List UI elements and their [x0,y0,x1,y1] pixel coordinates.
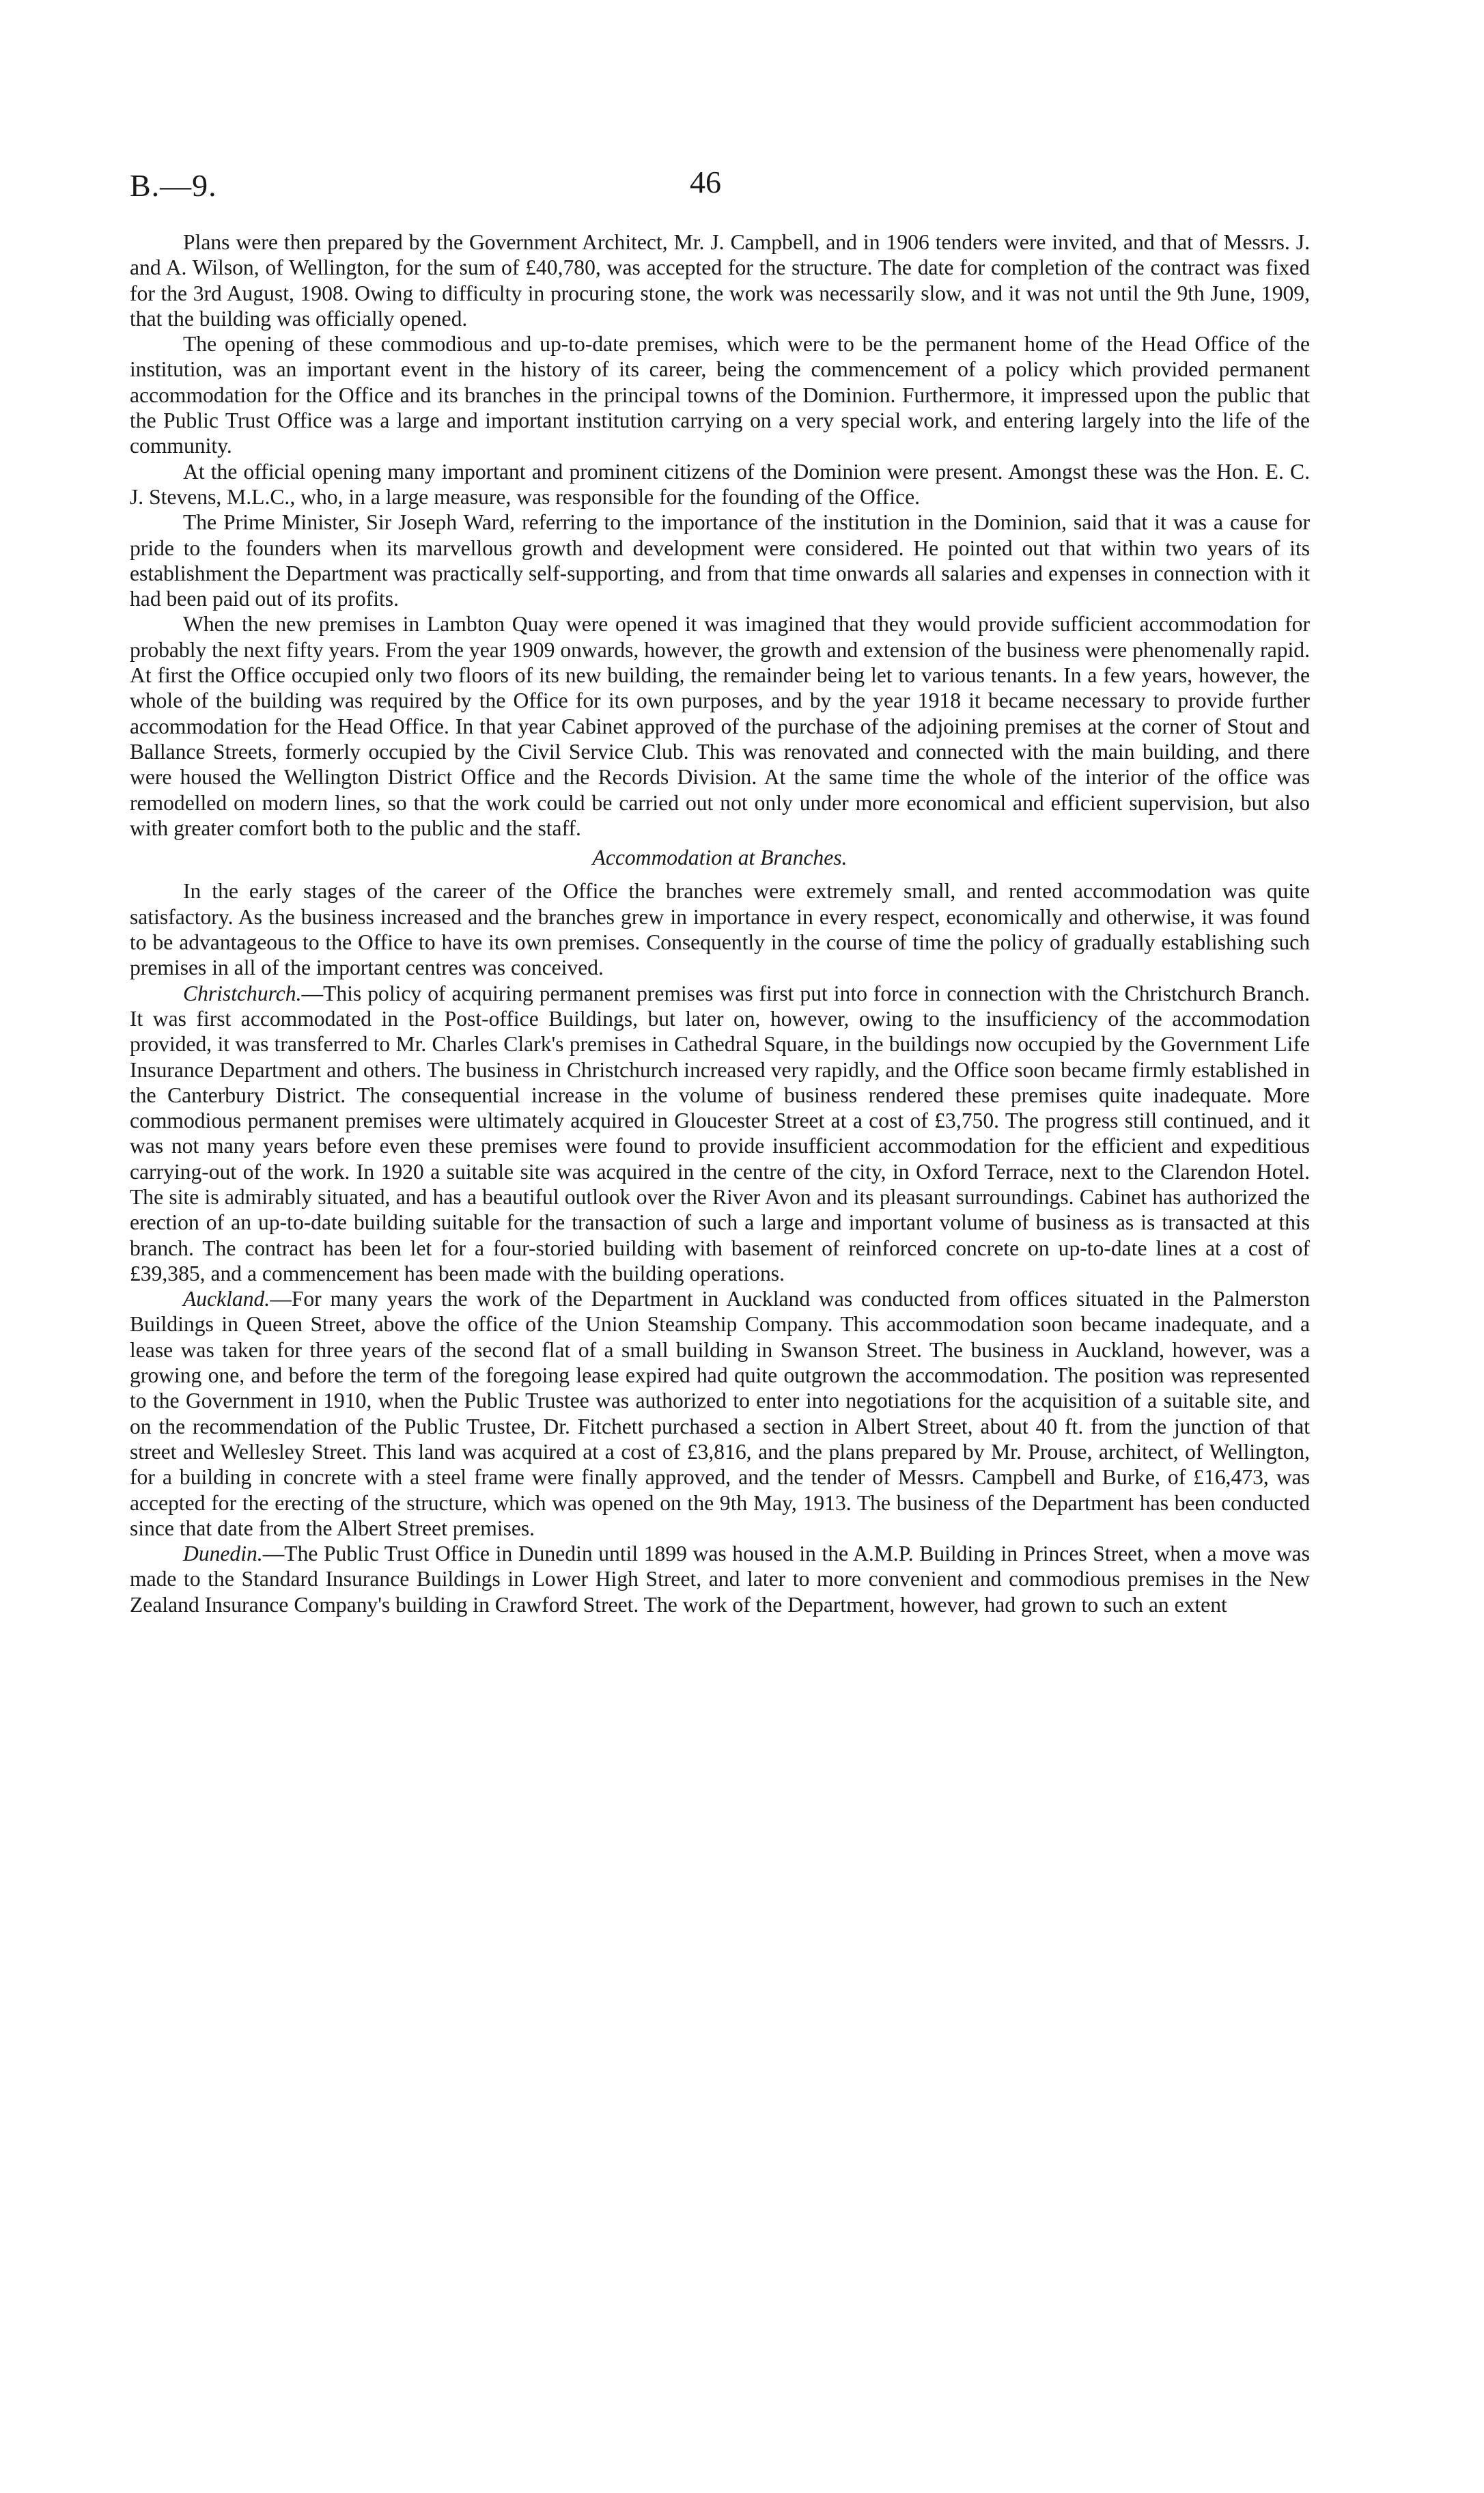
branch-text: —The Public Trust Office in Dunedin until 1899 was housed in the A.M.P. Building in Princes Street, when a move was made to the Standard Insurance Buildings in Lower High Street, and later to more convenient and commodious premises in the New Zealand Insurance Company's building in Crawford Street. The work of the Department, however, had grown to such an extent [130,1542,1310,1617]
branch-text: —For many years the work of the Department in Auckland was conducted from offices situated in the Palmerston Buildings in Queen Street, above the office of the Union Steamship Company. This accommodation soon became inadequate, and a lease was taken for three years of the second flat of a small building in Swanson Street. The business in Auckland, however, was a growing one, and before the term of the foregoing lease expired had quite outgrown the accommodation. The position was represented to the Government in 1910, when the Public Trustee was authorized to enter into negotiations for the acquisition of a suitable site, and on the recommendation of the Public Trustee, Dr. Fitchett purchased a section in Albert Street, about 40 ft. from the junction of that street and Wellesley Street. This land was acquired at a cost of £3,816, and the plans prepared by Mr. Prouse, architect, of Wellington, for a building in concrete with a steel frame were finally approved, and the tender of Messrs. Campbell and Burke, of £16,473, was accepted for the erecting of the structure, which was opened on the 9th May, 1913. The business of the Department has been conducted since that date from the Albert Street premises. [130,1287,1310,1540]
paragraph: In the early stages of the career of the Office the branches were extremely small, and rented accommodation was quite satisfactory. As the business increased and the branches grew in importance in every respect, economically and otherwise, it was found to be advantageous to the Office to have its own premises. Consequently in the course of time the policy of gradually establishing such premises in all of the important centres was conceived. [130,879,1310,980]
paragraph: When the new premises in Lambton Quay were opened it was imagined that they would provide sufficient accommodation for probably the next fifty years. From the year 1909 onwards, however, the growth and extension of the business were phenomenally rapid. At first the Office occupied only two floors of its new building, the remainder being let to various tenants. In a few years, however, the whole of the building was required by the Office for its own purposes, and by the year 1918 it became necessary to provide further accommodation for the Head Office. In that year Cabinet approved of the purchase of the adjoining premises at the corner of Stout and Ballance Streets, formerly occupied by the Civil Service Club. This was renovated and connected with the main building, and there were housed the Wellington District Office and the Records Division. At the same time the whole of the interior of the office was remodelled on modern lines, so that the work could be carried out not only under more economical and efficient supervision, but also with greater comfort both to the public and the staff. [130,612,1310,840]
document-reference: B.—9. [130,168,217,203]
section-heading: Accommodation at Branches. [592,846,848,870]
paragraph: The opening of these commodious and up-to-date premises, which were to be the permanent home of the Head Office of the institution, was an important event in the history of its career, being the commencement of a policy which provided permanent accommodation for the Office and its branches in the principal towns of the Dominion. Furthermore, it impressed upon the public that the Public Trust Office was a large and important institution carrying on a very special work, and entering largely into the life of the community. [130,332,1310,458]
branch-text: —This policy of acquiring permanent premises was first put into force in connection with the Christchurch Branch. It was first accommodated in the Post-office Buildings, but later on, however, owing to the insufficiency of the accommodation provided, it was transferred to Mr. Charles Clark's premises in Cathedral Square, in the buildings now occupied by the Government Life Insurance Department and others. The business in Christchurch increased very rapidly, and the Office soon became firmly established in the Canterbury District. The consequential increase in the volume of business rendered these premises quite inadequate. More commodious permanent premises were ultimately acquired in Gloucester Street at a cost of £3,750. The progress still continued, and it was not many years before even these premises were found to provide insufficient accommodation for the efficient and expeditious carrying-out of the work. In 1920 a suitable site was acquired in the centre of the city, in Oxford Terrace, next to the Clarendon Hotel. The site is admirably situated, and has a beautiful outlook over the River Avon and its pleasant surroundings. Cabinet has authorized the erection of an up-to-date building suitable for the transaction of such a large and important volume of business as is transacted at this branch. The contract has been let for a four-storied building with basement of reinforced concrete on up-to-date lines at a cost of £39,385, and a commencement has been made with the building operations. [130,981,1310,1285]
branch-paragraph-dunedin [130,1541,1310,1617]
paragraph: At the official opening many important and prominent citizens of the Dominion were present. Amongst these was the Hon. E. C. J. Stevens, M.L.C., who, in a large measure, was responsible for the founding of the Office. [130,459,1310,509]
body-text [130,229,1310,1617]
branch-name: Dunedin. [183,1542,263,1566]
paragraph: Plans were then prepared by the Government Architect, Mr. J. Campbell, and in 1906 tenders were invited, and that of Messrs. J. and A. Wilson, of Wellington, for the sum of £40,780, was accepted for the structure. The date for completion of the contract was fixed for the 3rd August, 1908. Owing to difficulty in procuring stone, the work was necessarily slow, and it was not until the 9th June, 1909, that the building was officially opened. [130,230,1310,331]
page-number: 46 [690,165,721,199]
branch-name: Auckland. [183,1287,270,1311]
paragraph: The Prime Minister, Sir Joseph Ward, referring to the importance of the institution in the Dominion, said that it was a cause for pride to the founders when its marvellous growth and development were considered. He pointed out that within two years of its establishment the Department was practically self-supporting, and from that time onwards all salaries and expenses in connection with it had been paid out of its profits. [130,510,1310,611]
branch-paragraph-auckland [130,1286,1310,1541]
branch-paragraph-christchurch [130,981,1310,1287]
branch-name: Christchurch. [183,981,302,1005]
